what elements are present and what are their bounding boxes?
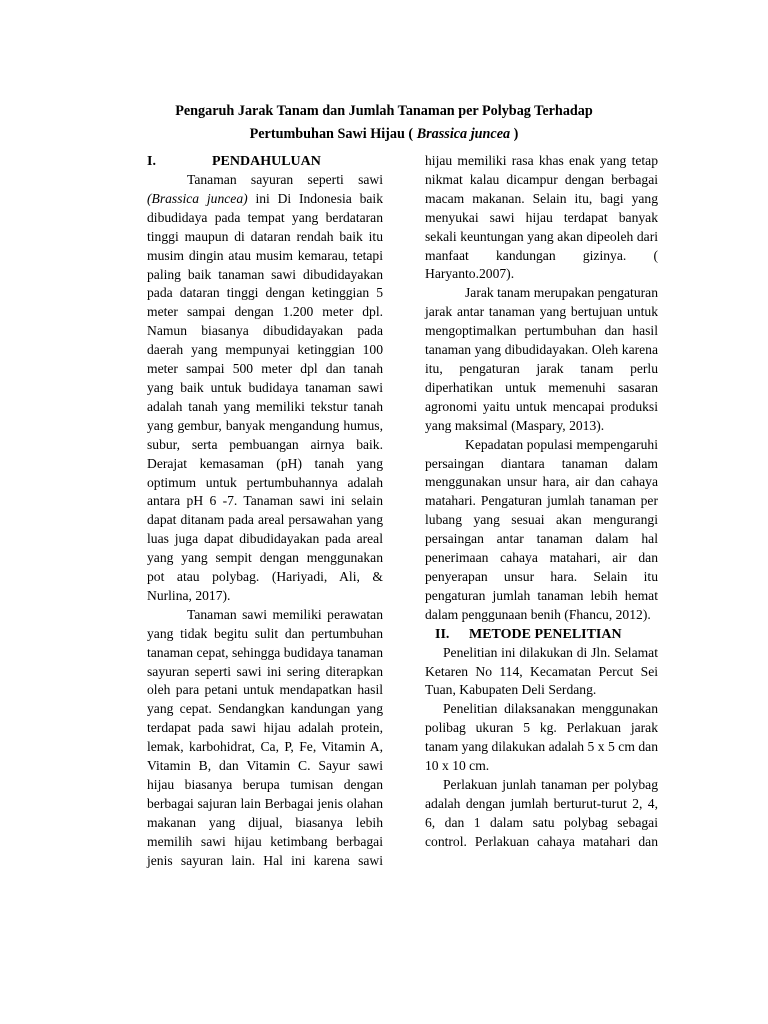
section-label: PENDAHULUAN bbox=[212, 154, 321, 169]
intro-paragraph-continued: hijau memiliki rasa khas enak yang tetap nikmat kalau dicampur dengan berbagai macam makanan. Selain itu, bagi yang menyukai sawi hijau terdapat banyak sekali keuntungan yang akan dipeoleh dari manfaat kandungan gizinya. ( Haryanto.2007). bbox=[425, 153, 658, 282]
paragraph-text: Tanaman sayuran seperti sawi bbox=[187, 172, 383, 187]
section-number: I. bbox=[147, 154, 156, 169]
paper-title-line-1: Pengaruh Jarak Tanam dan Jumlah Tanaman per Polybag Terhadap bbox=[175, 103, 593, 119]
intro-paragraph-4: Kepadatan populasi mempengaruhi persaingan diantara tanaman dalam menggunakan unsur hara, air dan cahaya matahari. Pengaturan jumlah tanaman per lubang yang sesuai akan mengurangi persaingan antar tanaman dalam hal penerimaan cahaya matahari, air dan penyerapan unsur hara. Selain itu pengaturan jumlah tanaman lebih hemat dalam penggunaan benih (Fhancu, 2012). bbox=[425, 436, 658, 622]
title-text: Pertumbuhan Sawi Hijau ( bbox=[249, 126, 417, 142]
intro-paragraph-2: Tanaman sawi memiliki perawatan yang tidak begitu sulit dan pertumbuhan tanaman cepat, sehingga budidaya tanaman sayuran seperti sawi ini sering diterapkan oleh para petani untuk mendapatkan hasil yang cepat. Sendangkan kandungan yang terdapat pada sawi hijau adalah protein, lemak, karbohidrat, Ca, P, Fe, Vitamin A, Vitamin B, dan Vitamin C. Sayur sawi hijau biasanya berupa tumisan dengan berbagai sajuran lain Berbagai jenis olahan makanan yang dijual, biasanya lebih memilih sawi hijau ketimbang berbagai jenis sayuran lain. Hal ini karena sawi bbox=[147, 606, 383, 868]
intro-paragraph-3: Jarak tanam merupakan pengaturan jarak antar tanaman yang bertujuan untuk mengoptimalkan pertumbuhan dan hasil tanaman yang dibudidayakan. Oleh karena itu, pengaturan jarak tanam perlu diperhatikan untuk memenuhi sasaran agronomi yaitu untuk mencapai produksi yang maksimal (Maspary, 2013). bbox=[425, 285, 658, 433]
paragraph-text: ini Di Indonesia baik dibudidaya pada tempat yang berdataran tinggi maupun di dataran rendah baik itu musim dingin atau musim kemarau, tetapi paling baik tanaman sawi dibudidayakan pada dataran tinggi dengan ketinggian 5 meter sampai dengan 1.200 meter dpl. Namun biasanya dibudidayakan pada daerah yang mempunyai ketinggian 100 meter sampai 500 meter dpl dan tanah yang baik untuk budidaya tanaman sawi adalah tanah yang memiliki tekstur tanah yang gembur, banyak mengandung humus, subur, serta pembuangan airnya baik. Derajat kemasaman (pH) tanah yang optimum untuk pertumbuhannya adalah antara pH 6 -7. Tanaman sawi ini selain dapat ditanam pada areal persawahan yang luas juga dapat dibudidayakan pada areal yang yang sempit dengan menggunakan pot atau polybag. (Hariyadi, Ali, & Nurlina, 2017). bbox=[147, 190, 383, 603]
section-label: METODE PENELITIAN bbox=[469, 626, 622, 642]
intro-paragraph-1 bbox=[147, 171, 383, 606]
method-paragraph-3: Perlakuan junlah tanaman per polybag adalah dengan jumlah berturut-turut 2, 4, 6, dan 1 dalam satu polybag sebagai control. Perlakuan cahaya matahari dan bbox=[425, 777, 658, 849]
title-close-paren: ) bbox=[510, 126, 519, 142]
title-species-name: Brassica juncea bbox=[416, 126, 511, 142]
paper-title-line-2 bbox=[100, 123, 668, 146]
method-paragraph-2: Penelitian dilaksanakan menggunakan polibag ukuran 5 kg. Perlakuan jarak tanam yang dilakukan adalah 5 x 5 cm dan 10 x 10 cm. bbox=[425, 701, 658, 774]
method-paragraph-1: Penelitian ini dilakukan di Jln. Selamat Ketaren No 114, Kecamatan Percut Sei Tuan, Kabupaten Deli Serdang. bbox=[425, 644, 658, 698]
left-column bbox=[147, 152, 383, 871]
section-number: II. bbox=[435, 626, 450, 642]
section-heading-method bbox=[425, 625, 658, 644]
section-heading-intro bbox=[147, 152, 383, 171]
right-column bbox=[425, 152, 658, 852]
species-name-italic: (Brassica juncea) bbox=[147, 190, 248, 206]
